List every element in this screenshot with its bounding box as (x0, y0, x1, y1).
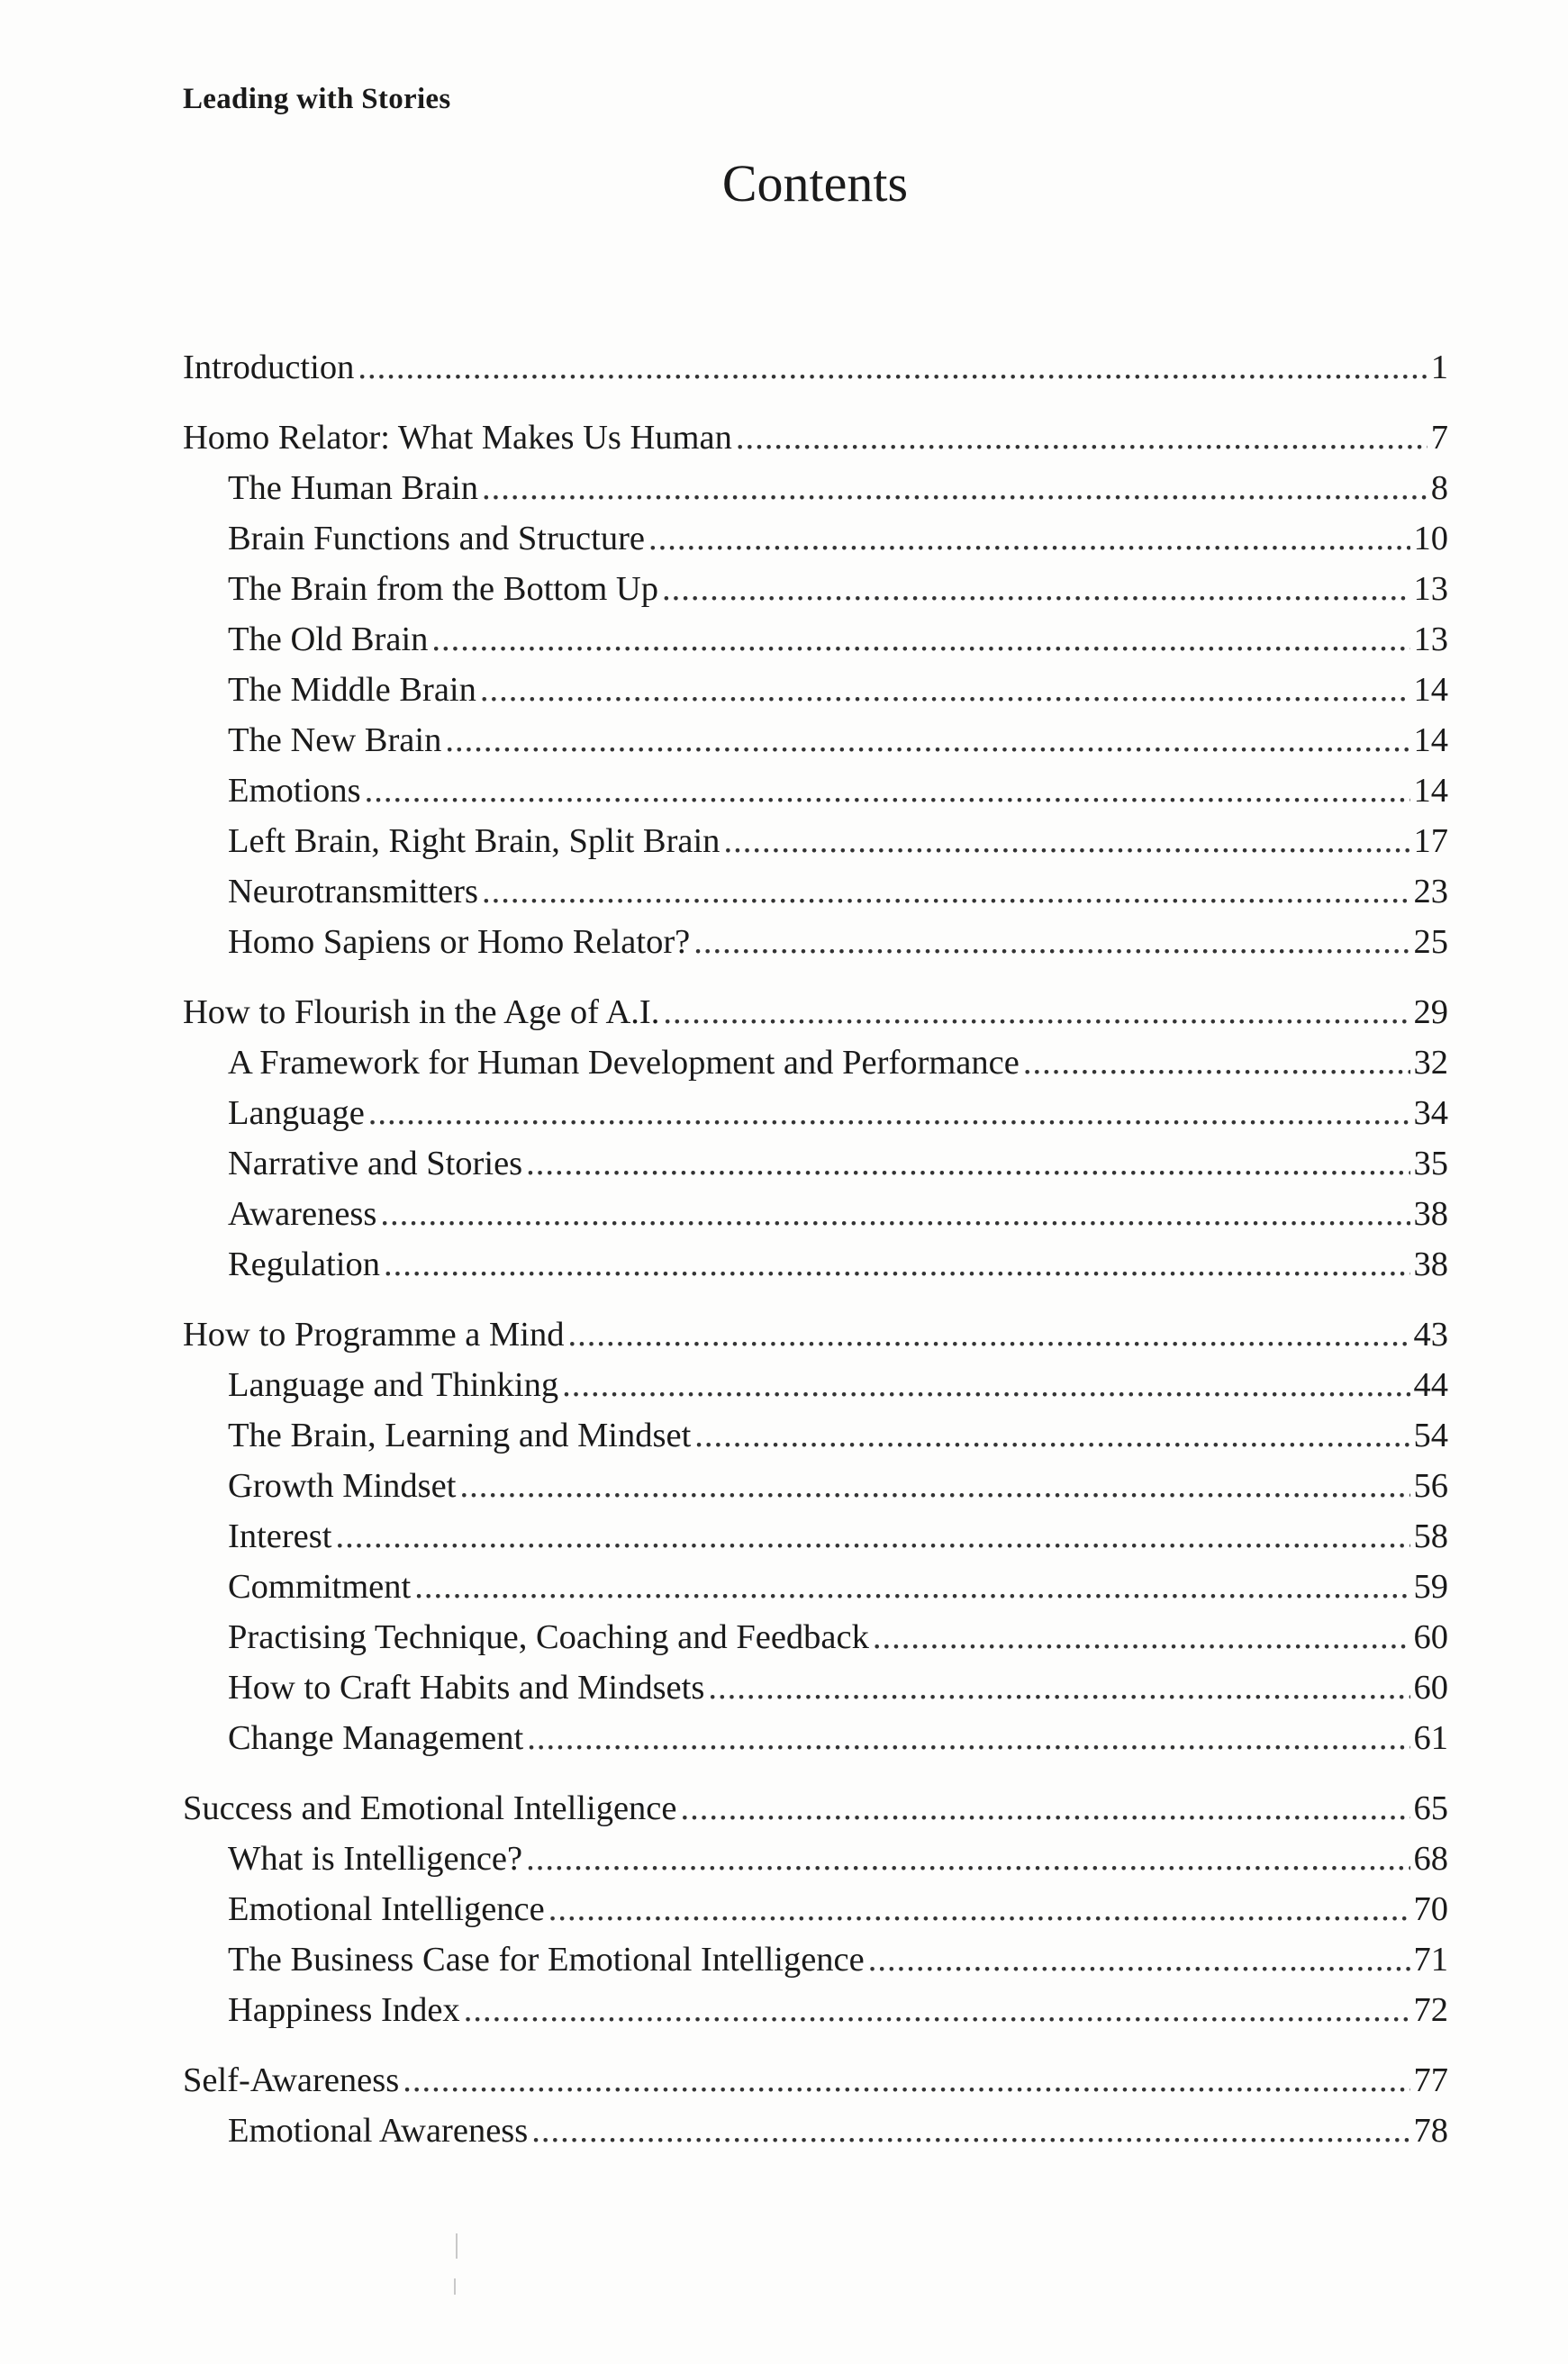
dot-leader (693, 917, 1409, 967)
dot-leader (567, 1309, 1409, 1360)
dot-leader (680, 1783, 1409, 1834)
toc-entry-label: How to Flourish in the Age of A.I. (183, 993, 660, 1031)
toc-page-number: 14 (1413, 772, 1448, 810)
toc-entry-label: Left Brain, Right Brain, Split Brain (228, 822, 721, 860)
toc-section-entry (183, 1934, 1448, 1985)
toc-entry-label: Narrative and Stories (228, 1145, 523, 1182)
scan-mark (454, 2278, 456, 2295)
toc-entry-label: The New Brain (228, 721, 442, 759)
toc-section-entry (183, 1461, 1448, 1511)
toc-section-entry (183, 1662, 1448, 1713)
toc-entry-label: Language (228, 1094, 365, 1132)
toc-entry-label: How to Programme a Mind (183, 1316, 565, 1354)
toc-entry-label: Success and Emotional Intelligence (183, 1789, 677, 1827)
toc-page-number: 29 (1413, 993, 1448, 1031)
toc-entry-label: The Human Brain (228, 469, 478, 507)
toc-section-entry (183, 1138, 1448, 1189)
toc-page-number: 68 (1413, 1840, 1448, 1878)
toc-section-entry (183, 1239, 1448, 1290)
dot-leader (414, 1562, 1409, 1612)
toc-section-entry (183, 2106, 1448, 2156)
toc-page-number: 59 (1413, 1568, 1448, 1606)
toc-entry-label: Regulation (228, 1245, 380, 1283)
toc-entry-label: Emotional Intelligence (228, 1890, 545, 1928)
toc-entry-label: The Brain, Learning and Mindset (228, 1417, 692, 1454)
dot-leader (873, 1612, 1410, 1662)
toc-section-entry (183, 715, 1448, 765)
toc-section-entry (183, 1985, 1448, 2035)
toc-page-number: 43 (1413, 1316, 1448, 1354)
dot-leader (663, 987, 1409, 1037)
toc-page-number: 71 (1413, 1941, 1448, 1979)
toc-page-number: 60 (1413, 1618, 1448, 1656)
dot-leader (548, 1884, 1410, 1934)
toc-page-number: 78 (1413, 2112, 1448, 2150)
dot-leader (708, 1662, 1409, 1713)
dot-leader (482, 866, 1410, 917)
toc-section-entry (183, 917, 1448, 967)
toc-page-number: 38 (1413, 1245, 1448, 1283)
toc-page-number: 7 (1430, 419, 1448, 457)
toc-entry-label: The Middle Brain (228, 671, 476, 709)
dot-leader (1023, 1037, 1410, 1088)
toc-page-number: 10 (1413, 520, 1448, 557)
toc-page-number: 34 (1413, 1094, 1448, 1132)
dot-leader (380, 1189, 1409, 1239)
dot-leader (335, 1511, 1409, 1562)
dot-leader (358, 342, 1427, 393)
dot-leader (459, 1461, 1409, 1511)
toc-entry-label: The Business Case for Emotional Intelligence (228, 1941, 865, 1979)
dot-leader (868, 1934, 1410, 1985)
toc-entry-label: Emotional Awareness (228, 2112, 529, 2150)
dot-leader (365, 765, 1410, 816)
toc-section-entry (183, 463, 1448, 513)
toc-page-number: 14 (1413, 721, 1448, 759)
toc-chapter-entry (183, 1309, 1448, 1360)
toc-entry-label: Happiness Index (228, 1991, 460, 2029)
toc-section-entry (183, 816, 1448, 866)
dot-leader (526, 1138, 1409, 1189)
toc-chapter-entry (183, 2055, 1448, 2106)
toc-page-number: 58 (1413, 1517, 1448, 1555)
running-head: Leading with Stories (183, 83, 451, 115)
toc-page-number: 17 (1413, 822, 1448, 860)
toc-chapter-entry (183, 987, 1448, 1037)
toc-entry-label: Awareness (228, 1195, 377, 1233)
toc-section-entry (183, 1612, 1448, 1662)
dot-leader (403, 2055, 1409, 2106)
toc-entry-label: The Brain from the Bottom Up (228, 570, 658, 608)
toc-page-number: 8 (1430, 469, 1448, 507)
toc-page-number: 44 (1413, 1366, 1448, 1404)
toc-entry-label: Emotions (228, 772, 361, 810)
toc-page-number: 60 (1413, 1669, 1448, 1707)
toc-page-number: 1 (1430, 349, 1448, 386)
toc-entry-label: Growth Mindset (228, 1467, 457, 1505)
scan-mark (456, 2233, 458, 2259)
toc-entry-label: Brain Functions and Structure (228, 520, 645, 557)
toc-page-number: 65 (1413, 1789, 1448, 1827)
toc-page-number: 35 (1413, 1145, 1448, 1182)
toc-section-entry (183, 866, 1448, 917)
toc-section-entry (183, 1884, 1448, 1934)
toc-chapter-entry (183, 412, 1448, 463)
dot-leader (694, 1410, 1409, 1461)
toc-page-number: 54 (1413, 1417, 1448, 1454)
dot-leader (482, 463, 1428, 513)
toc-section-entry (183, 1834, 1448, 1884)
dot-leader (562, 1360, 1409, 1410)
dot-leader (480, 665, 1410, 715)
page-title: Contents (721, 154, 909, 213)
toc-page-number: 70 (1413, 1890, 1448, 1928)
toc-entry-label: How to Craft Habits and Mindsets (228, 1669, 705, 1707)
toc-page-number: 32 (1413, 1044, 1448, 1082)
toc-entry-label: Practising Technique, Coaching and Feedback (228, 1618, 869, 1656)
dot-leader (662, 564, 1410, 614)
toc-section-entry (183, 564, 1448, 614)
toc-page-number: 77 (1413, 2061, 1448, 2099)
toc-section-entry (183, 1088, 1448, 1138)
toc-entry-label: What is Intelligence? (228, 1840, 523, 1878)
toc-entry-label: Language and Thinking (228, 1366, 559, 1404)
toc-section-entry (183, 1562, 1448, 1612)
toc-page-number: 23 (1413, 873, 1448, 910)
dot-leader (526, 1834, 1409, 1884)
dot-leader (368, 1088, 1410, 1138)
toc-section-entry (183, 1511, 1448, 1562)
toc-section-entry (183, 1410, 1448, 1461)
toc-page-number: 56 (1413, 1467, 1448, 1505)
toc-section-entry (183, 1713, 1448, 1763)
toc-entry-label: Homo Sapiens or Homo Relator? (228, 923, 691, 961)
toc-section-entry (183, 765, 1448, 816)
toc-section-entry (183, 665, 1448, 715)
toc-entry-label: A Framework for Human Development and Performance (228, 1044, 1020, 1082)
toc-page-number: 38 (1413, 1195, 1448, 1233)
toc-section-entry (183, 1360, 1448, 1410)
dot-leader (648, 513, 1410, 564)
toc-entry-label: Homo Relator: What Makes Us Human (183, 419, 732, 457)
toc-section-entry (183, 614, 1448, 665)
dot-leader (723, 816, 1409, 866)
toc-page-number: 72 (1413, 1991, 1448, 2029)
toc-entry-label: Neurotransmitters (228, 873, 478, 910)
toc-entry-label: Interest (228, 1517, 332, 1555)
toc-page-number: 61 (1413, 1719, 1448, 1757)
dot-leader (531, 2106, 1409, 2156)
dot-leader (431, 614, 1409, 665)
toc-entry-label: Introduction (183, 349, 355, 386)
toc-page-number: 25 (1413, 923, 1448, 961)
table-of-contents (183, 342, 1448, 2156)
toc-page-number: 14 (1413, 671, 1448, 709)
toc-section-entry (183, 513, 1448, 564)
toc-section-entry (183, 1037, 1448, 1088)
dot-leader (384, 1239, 1410, 1290)
dot-leader (527, 1713, 1409, 1763)
toc-entry-label: Commitment (228, 1568, 412, 1606)
toc-chapter-entry (183, 1783, 1448, 1834)
dot-leader (445, 715, 1409, 765)
toc-entry-label: Self-Awareness (183, 2061, 400, 2099)
toc-entry-label: The Old Brain (228, 620, 429, 658)
toc-entry-label: Change Management (228, 1719, 524, 1757)
dot-leader (736, 412, 1428, 463)
toc-page-number: 13 (1413, 570, 1448, 608)
toc-chapter-entry (183, 342, 1448, 393)
toc-section-entry (183, 1189, 1448, 1239)
dot-leader (464, 1985, 1410, 2035)
toc-page-number: 13 (1413, 620, 1448, 658)
